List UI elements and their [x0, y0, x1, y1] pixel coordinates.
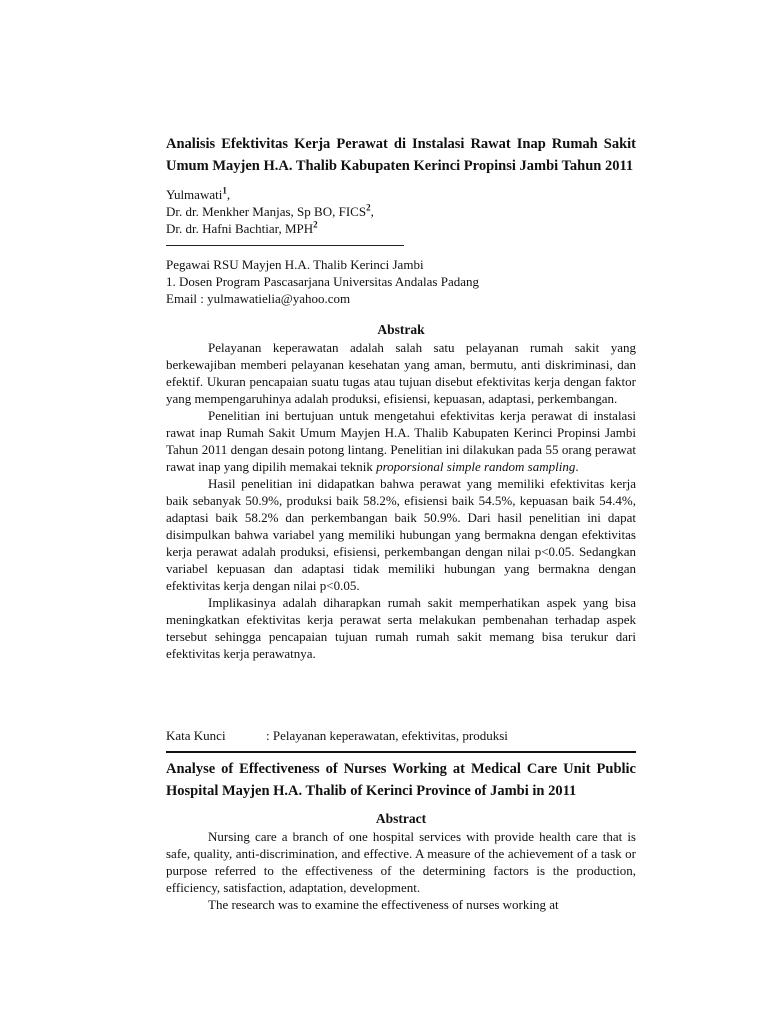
abstract-heading: Abstract: [375, 811, 427, 826]
abstrak-body: [166, 339, 636, 662]
abstrak-paragraph-4: Implikasinya adalah diharapkan rumah sakit memperhatikan aspek yang bisa meningkatkan efektivitas kerja perawat serta melakukan pembenahan terhadap aspek tersebut sehingga pencapaian tujuan rumah rumah sakit memang bisa terukur dari efektivitas kerja perawatnya.: [166, 595, 636, 661]
english-title: Analyse of Effectiveness of Nurses Working at Medical Care Unit Public Hospital Mayjen H.A. Thalib of Kerinci Province of Jambi in 2011: [166, 761, 636, 799]
author-list: [166, 186, 636, 237]
indonesian-title: Analisis Efektivitas Kerja Perawat di Instalasi Rawat Inap Rumah Sakit Umum Mayjen H.A. Thalib Kabupaten Kerinci Propinsi Jambi Tahun 2011: [166, 136, 636, 174]
abstrak-paragraph-2: Penelitian ini bertujuan untuk mengetahui efektivitas kerja perawat di instalasi rawat inap Rumah Sakit Umum Mayjen H.A. Thalib Kabupaten Kerinci Propinsi Jambi Tahun 2011 dengan desain potong lintang. Penelitian ini dilakukan pada 55 orang perawat rawat inap yang dipilih memakai teknik proporsional simple random sampling.: [166, 408, 636, 474]
affiliation-block: [166, 256, 636, 307]
keywords-value: : Pelayanan keperawatan, efektivitas, produksi: [266, 728, 508, 743]
author-2: Dr. dr. Menkher Manjas, Sp BO, FICS$^2$,: [166, 202, 374, 219]
section-divider: [166, 751, 636, 753]
abstrak-paragraph-1: Pelayanan keperawatan adalah salah satu pelayanan rumah sakit yang berkewajiban memberi pelayanan kesehatan yang aman, bermutu, anti diskriminasi, dan efektif. Ukuran pencapaian suatu tugas atau tujuan disebut efektivitas kerja dengan faktor yang mempengaruhinya adalah produksi, efisiensi, kepuasan, adaptasi, perkembangan.: [166, 340, 636, 406]
keywords-label: Kata Kunci: [166, 728, 226, 743]
author-separator-line: [166, 245, 404, 246]
affiliation-2: 1. Dosen Program Pascasarjana Universitas Andalas Padang: [166, 274, 480, 289]
keywords-line: [166, 727, 636, 744]
email-line: Email : yulmawatielia@yahoo.com: [166, 291, 351, 306]
abstract-body: [166, 828, 636, 913]
abstrak-heading: Abstrak: [377, 322, 425, 337]
author-1: Yulmawati$^1$,: [166, 185, 231, 202]
abstract-paragraph-2: The research was to examine the effectiveness of nurses working at: [208, 897, 559, 912]
affiliation-1: Pegawai RSU Mayjen H.A. Thalib Kerinci Jambi: [166, 257, 424, 272]
abstract-paragraph-1: Nursing care a branch of one hospital services with provide health care that is safe, quality, anti-discrimination, and effective. A measure of the achievement of a task or purpose referred to the effectiveness of the determining factors is the production, efficiency, satisfaction, adaptation, development.: [166, 829, 636, 895]
author-3: Dr. dr. Hafni Bachtiar, MPH$^2$: [166, 219, 318, 236]
abstrak-paragraph-3: Hasil penelitian ini didapatkan bahwa perawat yang memiliki efektivitas kerja baik sebanyak 50.9%, produksi baik 58.2%, efisiensi baik 54.5%, kepuasan baik 54.4%, adaptasi baik 58.2% dan perkembangan baik 50.9%. Dari hasil penelitian ini dapat disimpulkan bahwa variabel yang memiliki hubungan yang bermakna dengan efektivitas kerja perawat adalah produksi, efisiensi, perkembangan dengan nilai p<0.05. Sedangkan variabel kepuasan dan adaptasi tidak memiliki hubungan yang bermakna dengan efektivitas kerja dengan nilai p<0.05.: [166, 476, 636, 593]
